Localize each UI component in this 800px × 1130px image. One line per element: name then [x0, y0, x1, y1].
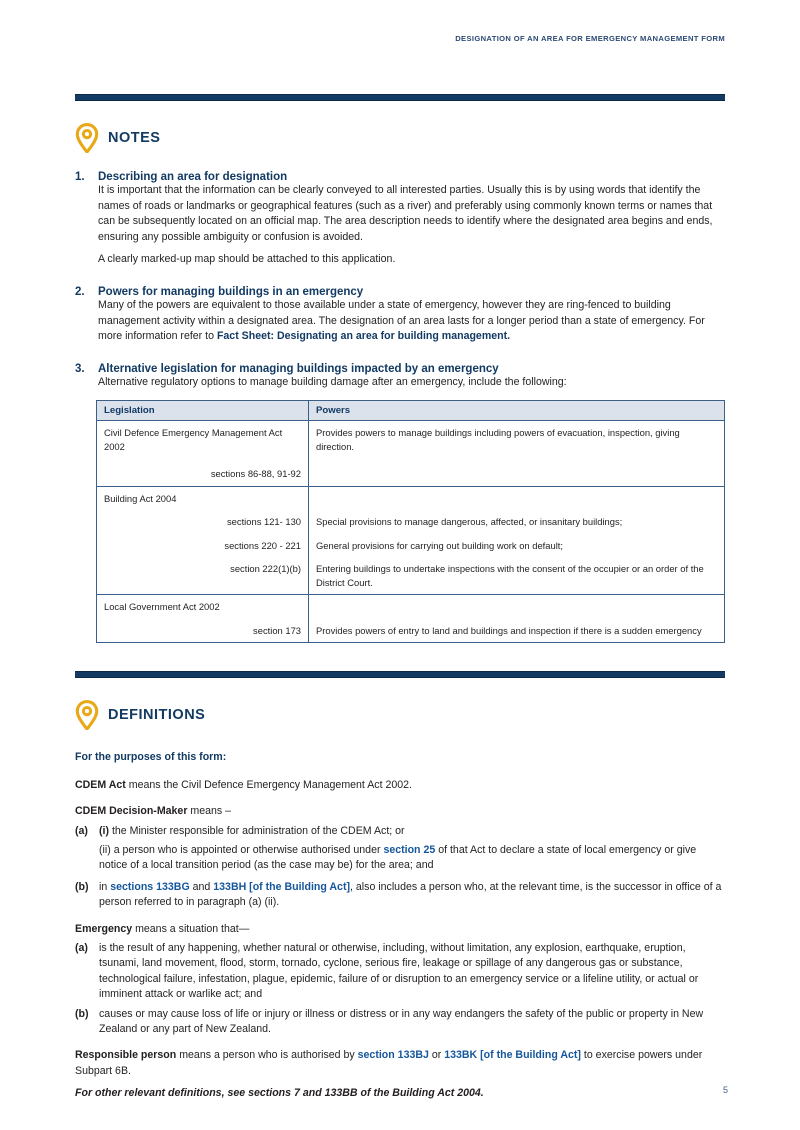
definitions-lead: For the purposes of this form: [75, 751, 227, 764]
note-3-title-row [75, 363, 725, 375]
cell-legislation-2 [97, 486, 309, 595]
clause-a-body: the Minister responsible for administration of the CDEM Act; or [109, 824, 405, 837]
definitions-closing-note: For other relevant definitions, see sections 7 and 133BB of the Building Act 2004. [75, 1087, 484, 1100]
emergency-clause-a [75, 941, 725, 1003]
act-name-2: Building Act 2004 [104, 492, 177, 504]
link-section-25[interactable]: section 25 [383, 843, 436, 856]
table-row [97, 595, 725, 643]
note-1-paragraph-2: A clearly marked-up map should be attached to this application. [98, 253, 396, 266]
responsible-person-prefix: means a person who is authorised by [176, 1049, 358, 1062]
cell-powers-3 [309, 595, 725, 643]
column-header-powers: Powers [309, 401, 725, 421]
definition-cdem-act-text: means the Civil Defence Emergency Management Act 2002. [125, 778, 412, 791]
page-number: 5 [722, 1085, 728, 1095]
definition-responsible-person [75, 1048, 725, 1079]
act-sections-2-2: sections 220 - 221 [224, 539, 301, 551]
clause-a-ii-prefix: (ii) a person who is appointed or otherwise authorised under [99, 843, 384, 856]
cell-powers-1 [309, 421, 725, 487]
legislation-table [96, 400, 725, 643]
running-header: DESIGNATION OF AN AREA FOR EMERGENCY MANAGEMENT FORM [455, 34, 725, 43]
cell-legislation-1 [97, 421, 309, 487]
cdem-dm-clause-a-ii [99, 843, 725, 874]
clause-a-text [99, 824, 725, 839]
term-emergency: Emergency [75, 922, 133, 935]
definition-cdem-decision-maker [75, 804, 725, 819]
clause-a-ii-suffix: of that Act to declare a state of local emergency or give notice of a local transition period (as the case may be) for the area; and [99, 843, 697, 872]
clause-b-mid: and [189, 880, 214, 893]
act-sections-2-1: sections 121- 130 [226, 516, 301, 528]
power-text-3-1: Provides powers of entry to land and buildings and inspection if there is a sudden emergency [316, 624, 702, 636]
emergency-clause-b [75, 1007, 725, 1038]
note-item-1 [75, 171, 725, 268]
link-sections-133bg[interactable]: sections 133BG [110, 880, 190, 893]
emergency-clause-b-text: causes or may cause loss of life or injury or illness or distress or in any way endangers the safety of the public or property in New Zealand or any part of New Zealand. [99, 1007, 704, 1036]
term-cdem-decision-maker: CDEM Decision-Maker [75, 805, 188, 818]
clause-b-prefix: in [99, 880, 111, 893]
fact-sheet-reference: Fact Sheet: Designating an area for building management. [216, 330, 511, 343]
definition-cdem-decision-maker-text: means – [187, 805, 232, 818]
cdem-dm-clause-b [75, 880, 725, 911]
note-3-body [98, 375, 725, 391]
note-3-title: Alternative legislation for managing buildings impacted by an emergency [98, 362, 499, 375]
responsible-person-suffix: to exercise powers under Subpart 6B. [75, 1049, 703, 1077]
term-responsible-person: Responsible person [75, 1049, 177, 1062]
definition-emergency-text: means a situation that— [132, 922, 250, 935]
notes-section-rule [75, 94, 725, 101]
act-sections-1: sections 86-88, 91-92 [210, 468, 301, 480]
act-name-1: Civil Defence Emergency Management Act 2002 [104, 427, 283, 452]
clause-b-suffix: , also includes a person who, at the relevant time, is the successor in office of a person referred to in paragraph (a) (ii). [99, 880, 722, 909]
cell-legislation-3 [97, 595, 309, 643]
definitions-section-rule [75, 671, 725, 678]
definitions-body [75, 750, 725, 1101]
power-text-2-2: General provisions for carrying out building work on default; [316, 539, 564, 551]
act-name-3: Local Government Act 2002 [104, 601, 220, 613]
responsible-person-mid: or [428, 1049, 445, 1062]
note-3-intro: Alternative regulatory options to manage building damage after an emergency, include the following: [98, 375, 567, 388]
note-1-title-row [75, 171, 725, 183]
note-2-paragraph [98, 298, 725, 345]
power-text-2-1: Special provisions to manage dangerous, affected, or insanitary buildings; [316, 516, 623, 528]
note-1-body [98, 183, 725, 268]
clause-label-b: (b) [75, 880, 89, 893]
cell-powers-2 [309, 486, 725, 595]
link-section-133bj[interactable]: section 133BJ [357, 1049, 429, 1062]
definition-cdem-act [75, 778, 725, 793]
note-3-number: 3. [75, 362, 85, 375]
note-1-title: Describing an area for designation [98, 171, 288, 183]
definitions-section-heading [75, 700, 725, 730]
link-133bk-building-act[interactable]: 133BK [of the Building Act] [444, 1049, 581, 1062]
page-content [75, 94, 725, 1113]
note-2-title-row [75, 286, 725, 298]
roman-i-label: (i) [99, 824, 109, 837]
table-row [97, 421, 725, 487]
clause-b-text [99, 880, 725, 911]
note-2-body [98, 298, 725, 345]
clause-label-a: (a) [75, 824, 88, 837]
note-1-number: 1. [75, 171, 85, 183]
note-item-2 [75, 286, 725, 345]
term-cdem-act: CDEM Act [75, 778, 126, 791]
note-item-3 [75, 363, 725, 391]
definition-emergency [75, 922, 725, 937]
notes-section-heading [75, 123, 725, 153]
table-header-row [97, 401, 725, 421]
power-text-1-1: Provides powers to manage buildings including powers of evacuation, inspection, giving direction. [316, 427, 680, 452]
act-sections-3-1: section 173 [253, 624, 301, 636]
note-2-text: Many of the powers are equivalent to those available under a state of emergency, however they are ring-fenced to building management activity within a designated area. The designation of an area lasts for a longer period than a state of emergency. For more information refer to [98, 298, 705, 343]
power-text-2-3: Entering buildings to undertake inspections with the consent of the occupier or an order of the District Court. [316, 563, 704, 588]
definitions-title: DEFINITIONS [108, 707, 206, 724]
note-1-paragraph-1: It is important that the information can be clearly conveyed to all interested parties. Usually this is by using words that identify the names of roads or landmarks or geographical features (such as a river) and preferably using commonly known terms or names that can be subsequently located on an official map. The area description needs to identify where the designated area begins and ends, ensuring any possible ambiguity or confusion is avoided. [98, 184, 713, 243]
emergency-label-b: (b) [75, 1007, 89, 1020]
table-row [97, 486, 725, 595]
cdem-dm-clause-a [75, 824, 725, 839]
act-sections-2-3: section 222(1)(b) [230, 563, 301, 575]
notes-title: NOTES [108, 130, 161, 146]
note-2-title: Powers for managing buildings in an emergency [98, 285, 364, 298]
column-header-legislation: Legislation [97, 401, 309, 421]
emergency-label-a: (a) [75, 942, 88, 954]
map-pin-icon [75, 700, 99, 730]
note-2-number: 2. [75, 285, 85, 298]
map-pin-icon [75, 123, 99, 153]
link-133bh-building-act[interactable]: 133BH [of the Building Act] [213, 880, 351, 893]
emergency-clause-a-text: is the result of any happening, whether natural or otherwise, including, without limitation, any explosion, earthquake, eruption, tsunami, land movement, flood, storm, tornado, cyclone, serious fire, leakage or spillage of any dangerous gas or substance, technological failure, infestation, plague, epidemic, failure of or disruption to an emergency service or a lifeline utility, or actual or imminent attack or warlike act; and [99, 942, 699, 1001]
